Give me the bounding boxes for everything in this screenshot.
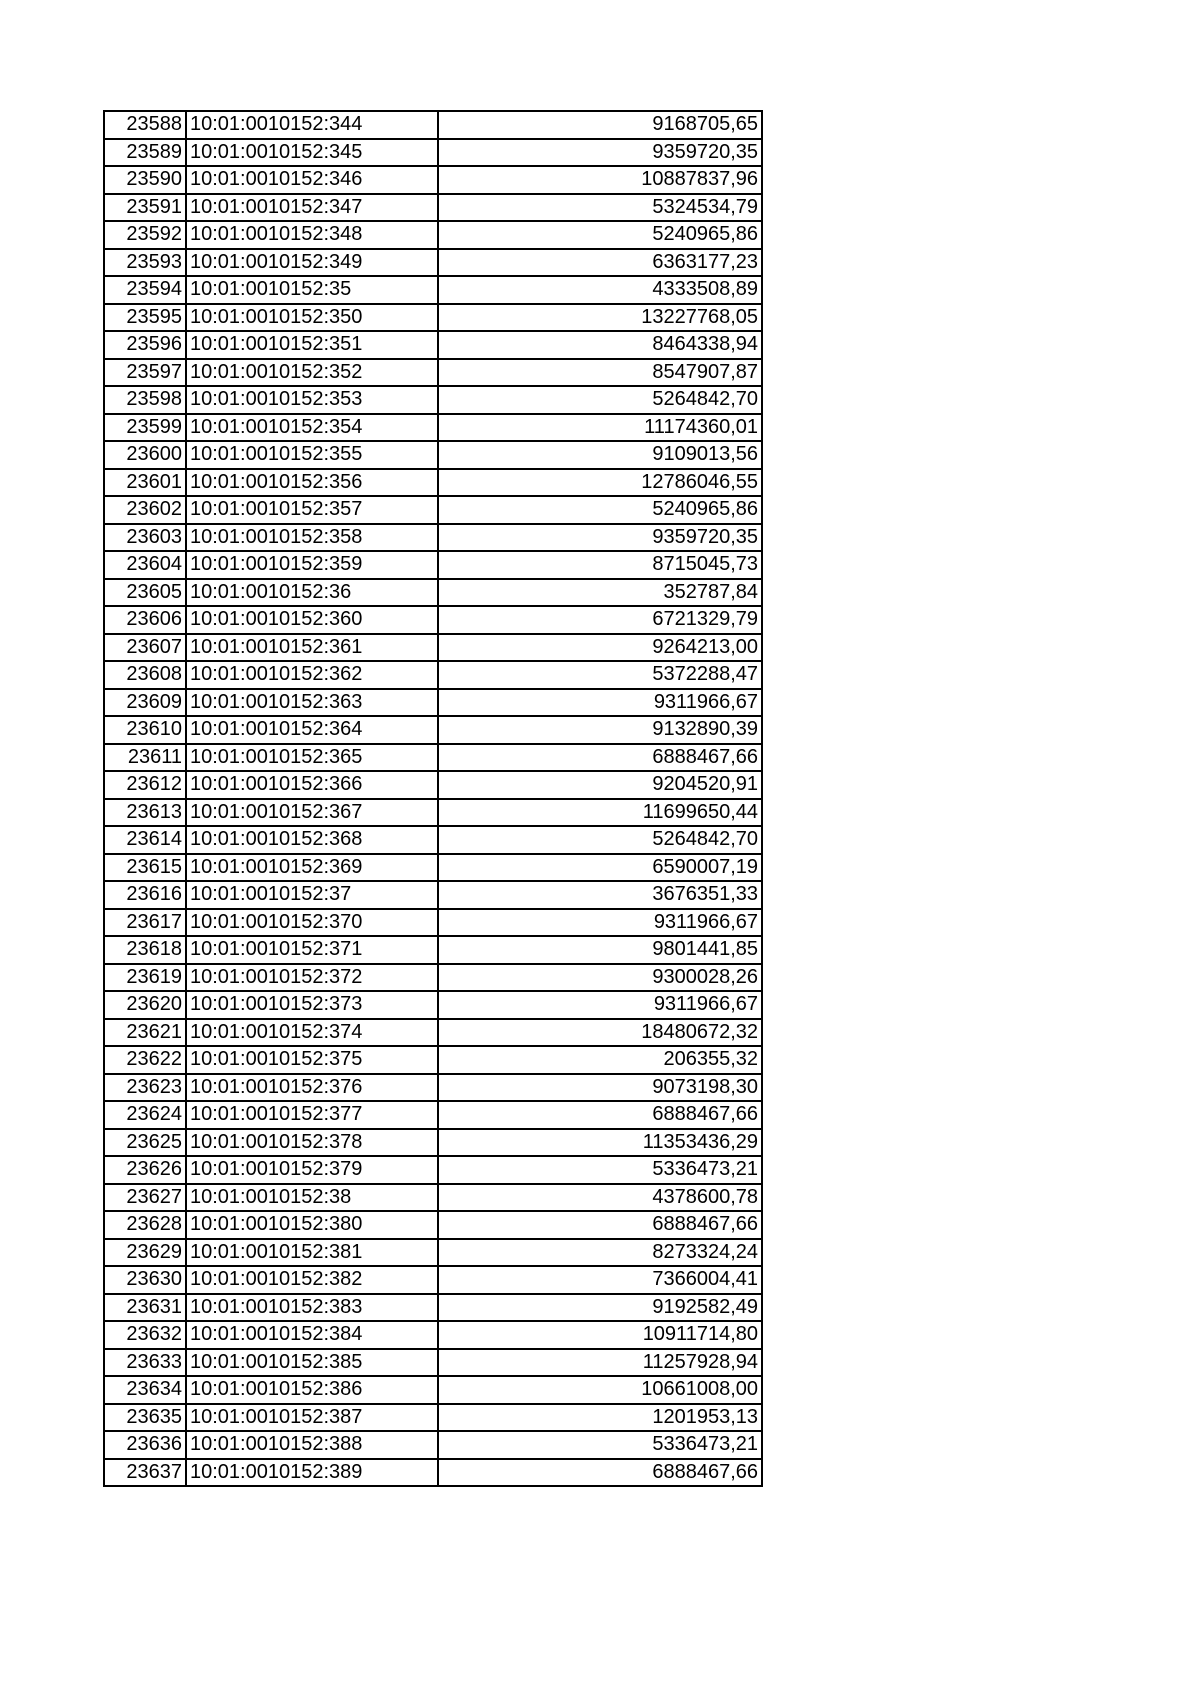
cadastral-number-cell: 10:01:0010152:366 — [186, 771, 438, 799]
table-row — [104, 1129, 762, 1157]
table-row — [104, 1074, 762, 1102]
cadastral-number-cell: 10:01:0010152:371 — [186, 936, 438, 964]
cadastral-value-cell: 9073198,30 — [438, 1074, 762, 1102]
cadastral-number-cell: 10:01:0010152:365 — [186, 744, 438, 772]
table-row — [104, 1019, 762, 1047]
cadastral-number-cell: 10:01:0010152:377 — [186, 1101, 438, 1129]
cadastral-number-cell: 10:01:0010152:374 — [186, 1019, 438, 1047]
row-number-cell: 23618 — [104, 936, 186, 964]
table-row — [104, 221, 762, 249]
cadastral-number-cell: 10:01:0010152:38 — [186, 1184, 438, 1212]
row-number-cell: 23590 — [104, 166, 186, 194]
cadastral-value-cell: 206355,32 — [438, 1046, 762, 1074]
table-row — [104, 276, 762, 304]
row-number-cell: 23626 — [104, 1156, 186, 1184]
cadastral-value-cell: 10661008,00 — [438, 1376, 762, 1404]
cadastral-value-cell: 6590007,19 — [438, 854, 762, 882]
row-number-cell: 23634 — [104, 1376, 186, 1404]
cadastral-number-cell: 10:01:0010152:37 — [186, 881, 438, 909]
cadastral-value-cell: 18480672,32 — [438, 1019, 762, 1047]
row-number-cell: 23623 — [104, 1074, 186, 1102]
row-number-cell: 23589 — [104, 139, 186, 167]
cadastral-value-cell: 5240965,86 — [438, 221, 762, 249]
cadastral-number-cell: 10:01:0010152:360 — [186, 606, 438, 634]
table-row — [104, 331, 762, 359]
table-row — [104, 166, 762, 194]
cadastral-value-cell: 5264842,70 — [438, 826, 762, 854]
row-number-cell: 23628 — [104, 1211, 186, 1239]
row-number-cell: 23595 — [104, 304, 186, 332]
cadastral-value-cell: 8715045,73 — [438, 551, 762, 579]
table-row — [104, 1459, 762, 1487]
table-row — [104, 1266, 762, 1294]
table-row — [104, 1431, 762, 1459]
cadastral-number-cell: 10:01:0010152:384 — [186, 1321, 438, 1349]
cadastral-number-cell: 10:01:0010152:349 — [186, 249, 438, 277]
cadastral-number-cell: 10:01:0010152:355 — [186, 441, 438, 469]
cadastral-number-cell: 10:01:0010152:36 — [186, 579, 438, 607]
row-number-cell: 23631 — [104, 1294, 186, 1322]
cadastral-number-cell: 10:01:0010152:352 — [186, 359, 438, 387]
cadastral-value-cell: 8273324,24 — [438, 1239, 762, 1267]
cadastral-number-cell: 10:01:0010152:375 — [186, 1046, 438, 1074]
row-number-cell: 23592 — [104, 221, 186, 249]
table-row — [104, 991, 762, 1019]
cadastral-value-cell: 5324534,79 — [438, 194, 762, 222]
row-number-cell: 23622 — [104, 1046, 186, 1074]
table-row — [104, 689, 762, 717]
cadastral-number-cell: 10:01:0010152:388 — [186, 1431, 438, 1459]
cadastral-value-cell: 9168705,65 — [438, 111, 762, 139]
cadastral-number-cell: 10:01:0010152:386 — [186, 1376, 438, 1404]
table-row — [104, 881, 762, 909]
table-row — [104, 799, 762, 827]
table-row — [104, 634, 762, 662]
cadastral-value-cell: 9311966,67 — [438, 689, 762, 717]
cadastral-number-cell: 10:01:0010152:389 — [186, 1459, 438, 1487]
table-row — [104, 1239, 762, 1267]
cadastral-number-cell: 10:01:0010152:353 — [186, 386, 438, 414]
cadastral-number-cell: 10:01:0010152:369 — [186, 854, 438, 882]
row-number-cell: 23614 — [104, 826, 186, 854]
table-row — [104, 964, 762, 992]
row-number-cell: 23617 — [104, 909, 186, 937]
row-number-cell: 23599 — [104, 414, 186, 442]
cadastral-value-cell: 8547907,87 — [438, 359, 762, 387]
table-row — [104, 359, 762, 387]
row-number-cell: 23596 — [104, 331, 186, 359]
cadastral-number-cell: 10:01:0010152:347 — [186, 194, 438, 222]
row-number-cell: 23598 — [104, 386, 186, 414]
cadastral-value-cell: 1201953,13 — [438, 1404, 762, 1432]
cadastral-value-cell: 9300028,26 — [438, 964, 762, 992]
row-number-cell: 23629 — [104, 1239, 186, 1267]
row-number-cell: 23611 — [104, 744, 186, 772]
cadastral-value-cell: 7366004,41 — [438, 1266, 762, 1294]
cadastral-value-cell: 9204520,91 — [438, 771, 762, 799]
cadastral-value-cell: 6888467,66 — [438, 1459, 762, 1487]
cadastral-value-cell: 9359720,35 — [438, 139, 762, 167]
cadastral-value-cell: 3676351,33 — [438, 881, 762, 909]
row-number-cell: 23604 — [104, 551, 186, 579]
row-number-cell: 23588 — [104, 111, 186, 139]
row-number-cell: 23605 — [104, 579, 186, 607]
row-number-cell: 23619 — [104, 964, 186, 992]
cadastral-value-cell: 11353436,29 — [438, 1129, 762, 1157]
table-row — [104, 139, 762, 167]
row-number-cell: 23613 — [104, 799, 186, 827]
row-number-cell: 23615 — [104, 854, 186, 882]
cadastral-number-cell: 10:01:0010152:362 — [186, 661, 438, 689]
cadastral-value-cell: 4333508,89 — [438, 276, 762, 304]
row-number-cell: 23600 — [104, 441, 186, 469]
table-row — [104, 304, 762, 332]
row-number-cell: 23610 — [104, 716, 186, 744]
table-row — [104, 1321, 762, 1349]
cadastral-value-cell: 9132890,39 — [438, 716, 762, 744]
table-row — [104, 1046, 762, 1074]
row-number-cell: 23635 — [104, 1404, 186, 1432]
row-number-cell: 23603 — [104, 524, 186, 552]
cadastral-number-cell: 10:01:0010152:344 — [186, 111, 438, 139]
cadastral-value-cell: 4378600,78 — [438, 1184, 762, 1212]
row-number-cell: 23612 — [104, 771, 186, 799]
cadastral-number-cell: 10:01:0010152:351 — [186, 331, 438, 359]
cadastral-value-cell: 5264842,70 — [438, 386, 762, 414]
cadastral-value-cell: 11257928,94 — [438, 1349, 762, 1377]
cadastral-number-cell: 10:01:0010152:346 — [186, 166, 438, 194]
table-row — [104, 551, 762, 579]
cadastral-number-cell: 10:01:0010152:367 — [186, 799, 438, 827]
row-number-cell: 23606 — [104, 606, 186, 634]
cadastral-number-cell: 10:01:0010152:380 — [186, 1211, 438, 1239]
cadastral-number-cell: 10:01:0010152:356 — [186, 469, 438, 497]
table-row — [104, 249, 762, 277]
cadastral-number-cell: 10:01:0010152:381 — [186, 1239, 438, 1267]
table-body — [104, 111, 762, 1486]
cadastral-value-cell: 9109013,56 — [438, 441, 762, 469]
row-number-cell: 23609 — [104, 689, 186, 717]
table-row — [104, 524, 762, 552]
cadastral-number-cell: 10:01:0010152:361 — [186, 634, 438, 662]
cadastral-number-cell: 10:01:0010152:379 — [186, 1156, 438, 1184]
cadastral-value-cell: 6363177,23 — [438, 249, 762, 277]
cadastral-value-cell: 6721329,79 — [438, 606, 762, 634]
cadastral-number-cell: 10:01:0010152:345 — [186, 139, 438, 167]
cadastral-value-cell: 6888467,66 — [438, 744, 762, 772]
cadastral-number-cell: 10:01:0010152:383 — [186, 1294, 438, 1322]
cadastral-number-cell: 10:01:0010152:348 — [186, 221, 438, 249]
table-row — [104, 1376, 762, 1404]
row-number-cell: 23632 — [104, 1321, 186, 1349]
row-number-cell: 23621 — [104, 1019, 186, 1047]
cadastral-number-cell: 10:01:0010152:382 — [186, 1266, 438, 1294]
row-number-cell: 23624 — [104, 1101, 186, 1129]
row-number-cell: 23637 — [104, 1459, 186, 1487]
table-row — [104, 936, 762, 964]
row-number-cell: 23620 — [104, 991, 186, 1019]
cadastral-value-cell: 9311966,67 — [438, 909, 762, 937]
cadastral-value-cell: 5336473,21 — [438, 1156, 762, 1184]
cadastral-number-cell: 10:01:0010152:359 — [186, 551, 438, 579]
cadastral-number-cell: 10:01:0010152:368 — [186, 826, 438, 854]
cadastral-number-cell: 10:01:0010152:373 — [186, 991, 438, 1019]
document-page — [103, 110, 763, 1487]
table-row — [104, 469, 762, 497]
table-row — [104, 771, 762, 799]
row-number-cell: 23627 — [104, 1184, 186, 1212]
cadastral-value-cell: 13227768,05 — [438, 304, 762, 332]
table-row — [104, 1294, 762, 1322]
table-row — [104, 661, 762, 689]
cadastral-value-cell: 11174360,01 — [438, 414, 762, 442]
row-number-cell: 23602 — [104, 496, 186, 524]
cadastral-number-cell: 10:01:0010152:35 — [186, 276, 438, 304]
table-row — [104, 854, 762, 882]
table-row — [104, 1156, 762, 1184]
table-row — [104, 386, 762, 414]
row-number-cell: 23594 — [104, 276, 186, 304]
cadastral-number-cell: 10:01:0010152:378 — [186, 1129, 438, 1157]
cadastral-value-cell: 352787,84 — [438, 579, 762, 607]
table-row — [104, 744, 762, 772]
cadastral-value-cell: 6888467,66 — [438, 1101, 762, 1129]
cadastral-number-cell: 10:01:0010152:376 — [186, 1074, 438, 1102]
cadastral-value-table — [103, 110, 763, 1487]
table-row — [104, 1101, 762, 1129]
row-number-cell: 23633 — [104, 1349, 186, 1377]
cadastral-value-cell: 5372288,47 — [438, 661, 762, 689]
row-number-cell: 23593 — [104, 249, 186, 277]
row-number-cell: 23616 — [104, 881, 186, 909]
table-row — [104, 909, 762, 937]
cadastral-number-cell: 10:01:0010152:357 — [186, 496, 438, 524]
cadastral-number-cell: 10:01:0010152:364 — [186, 716, 438, 744]
cadastral-number-cell: 10:01:0010152:354 — [186, 414, 438, 442]
cadastral-value-cell: 10911714,80 — [438, 1321, 762, 1349]
table-row — [104, 579, 762, 607]
cadastral-number-cell: 10:01:0010152:385 — [186, 1349, 438, 1377]
cadastral-number-cell: 10:01:0010152:363 — [186, 689, 438, 717]
cadastral-value-cell: 9801441,85 — [438, 936, 762, 964]
table-row — [104, 111, 762, 139]
cadastral-value-cell: 11699650,44 — [438, 799, 762, 827]
cadastral-value-cell: 9311966,67 — [438, 991, 762, 1019]
table-row — [104, 496, 762, 524]
cadastral-value-cell: 8464338,94 — [438, 331, 762, 359]
table-row — [104, 1184, 762, 1212]
cadastral-value-cell: 9359720,35 — [438, 524, 762, 552]
row-number-cell: 23630 — [104, 1266, 186, 1294]
table-row — [104, 716, 762, 744]
cadastral-number-cell: 10:01:0010152:358 — [186, 524, 438, 552]
cadastral-value-cell: 12786046,55 — [438, 469, 762, 497]
cadastral-value-cell: 5240965,86 — [438, 496, 762, 524]
cadastral-number-cell: 10:01:0010152:387 — [186, 1404, 438, 1432]
cadastral-number-cell: 10:01:0010152:372 — [186, 964, 438, 992]
row-number-cell: 23608 — [104, 661, 186, 689]
table-row — [104, 441, 762, 469]
table-row — [104, 1349, 762, 1377]
cadastral-value-cell: 10887837,96 — [438, 166, 762, 194]
cadastral-number-cell: 10:01:0010152:370 — [186, 909, 438, 937]
table-row — [104, 194, 762, 222]
table-row — [104, 1404, 762, 1432]
cadastral-value-cell: 9192582,49 — [438, 1294, 762, 1322]
row-number-cell: 23636 — [104, 1431, 186, 1459]
table-row — [104, 826, 762, 854]
row-number-cell: 23597 — [104, 359, 186, 387]
table-row — [104, 414, 762, 442]
row-number-cell: 23601 — [104, 469, 186, 497]
cadastral-value-cell: 6888467,66 — [438, 1211, 762, 1239]
row-number-cell: 23625 — [104, 1129, 186, 1157]
table-row — [104, 606, 762, 634]
cadastral-value-cell: 5336473,21 — [438, 1431, 762, 1459]
row-number-cell: 23607 — [104, 634, 186, 662]
row-number-cell: 23591 — [104, 194, 186, 222]
cadastral-number-cell: 10:01:0010152:350 — [186, 304, 438, 332]
table-row — [104, 1211, 762, 1239]
cadastral-value-cell: 9264213,00 — [438, 634, 762, 662]
